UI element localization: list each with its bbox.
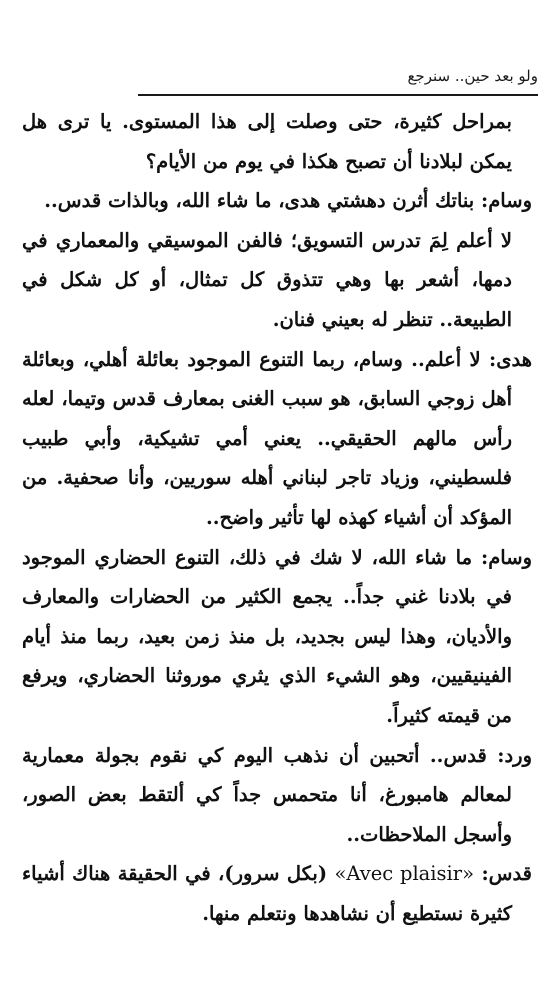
paragraph-ward: ورد: قدس.. أتحبين أن نذهب اليوم كي نقوم بجولة معمارية لمعالم هامبورغ، أنا متحمس جداً كي ألتقط بعض الصور، وأسجل الملاحظات.. [22, 743, 532, 846]
header-divider [138, 94, 538, 96]
page-body [22, 102, 532, 933]
paragraph-continuation: بمراحل كثيرة، حتى وصلت إلى هذا المستوى. يا ترى هل يمكن لبلادنا أن تصبح هكذا في يوم من الأيام؟ [22, 110, 512, 173]
paragraph-wisam-1: وسام: بناتك أثرن دهشتي هدى، ما شاء الله، وبالذات قدس.. [44, 189, 532, 213]
paragraph-quds [22, 854, 532, 933]
paragraph-wisam-2: وسام: ما شاء الله، لا شك في ذلك، التنوع الحضاري الموجود في بلادنا غني جداً.. يجمع الكثير من الحضارات والمعارف والأديان، وهذا ليس بجديد، بل منذ زمن بعيد، ربما منذ أيام الفينيقيين، وهو الشيء الذي يثري موروثنا الحضاري، ويرفع من قيمته كثيراً. [22, 545, 532, 727]
running-header: ولو بعد حين.. سنرجع [407, 67, 538, 85]
paragraph-quds-text: (بكل سرور)، في الحقيقة هناك أشياء كثيرة نستطيع أن نشاهدها ونتعلم منها. [22, 862, 512, 925]
speaker-label: قدس: [481, 862, 532, 886]
paragraph-wisam-1-continued: لا أعلم لِمَ تدرس التسويق؛ فالفن الموسيقي والمعماري في دمها، أشعر بها وهي تتذوق كل تمثال، أو كل شكل في الطبيعة.. تنظر له بعيني فنان. [22, 228, 512, 331]
paragraph-huda: هدى: لا أعلم.. وسام، ربما التنوع الموجود بعائلة أهلي، وبعائلة أهل زوجي السابق، هو سبب الغنى بمعارف قدس وتيما، لعله رأس مالهم الحقيقي.. يعني أمي تشيكية، وأبي طبيب فلسطيني، وزياد تاجر لبناني أهله سوريين، وأنا صحفية. من المؤكد أن أشياء كهذه لها تأثير واضح.. [22, 347, 532, 529]
french-quote: «Avec plaisir» [334, 862, 475, 886]
